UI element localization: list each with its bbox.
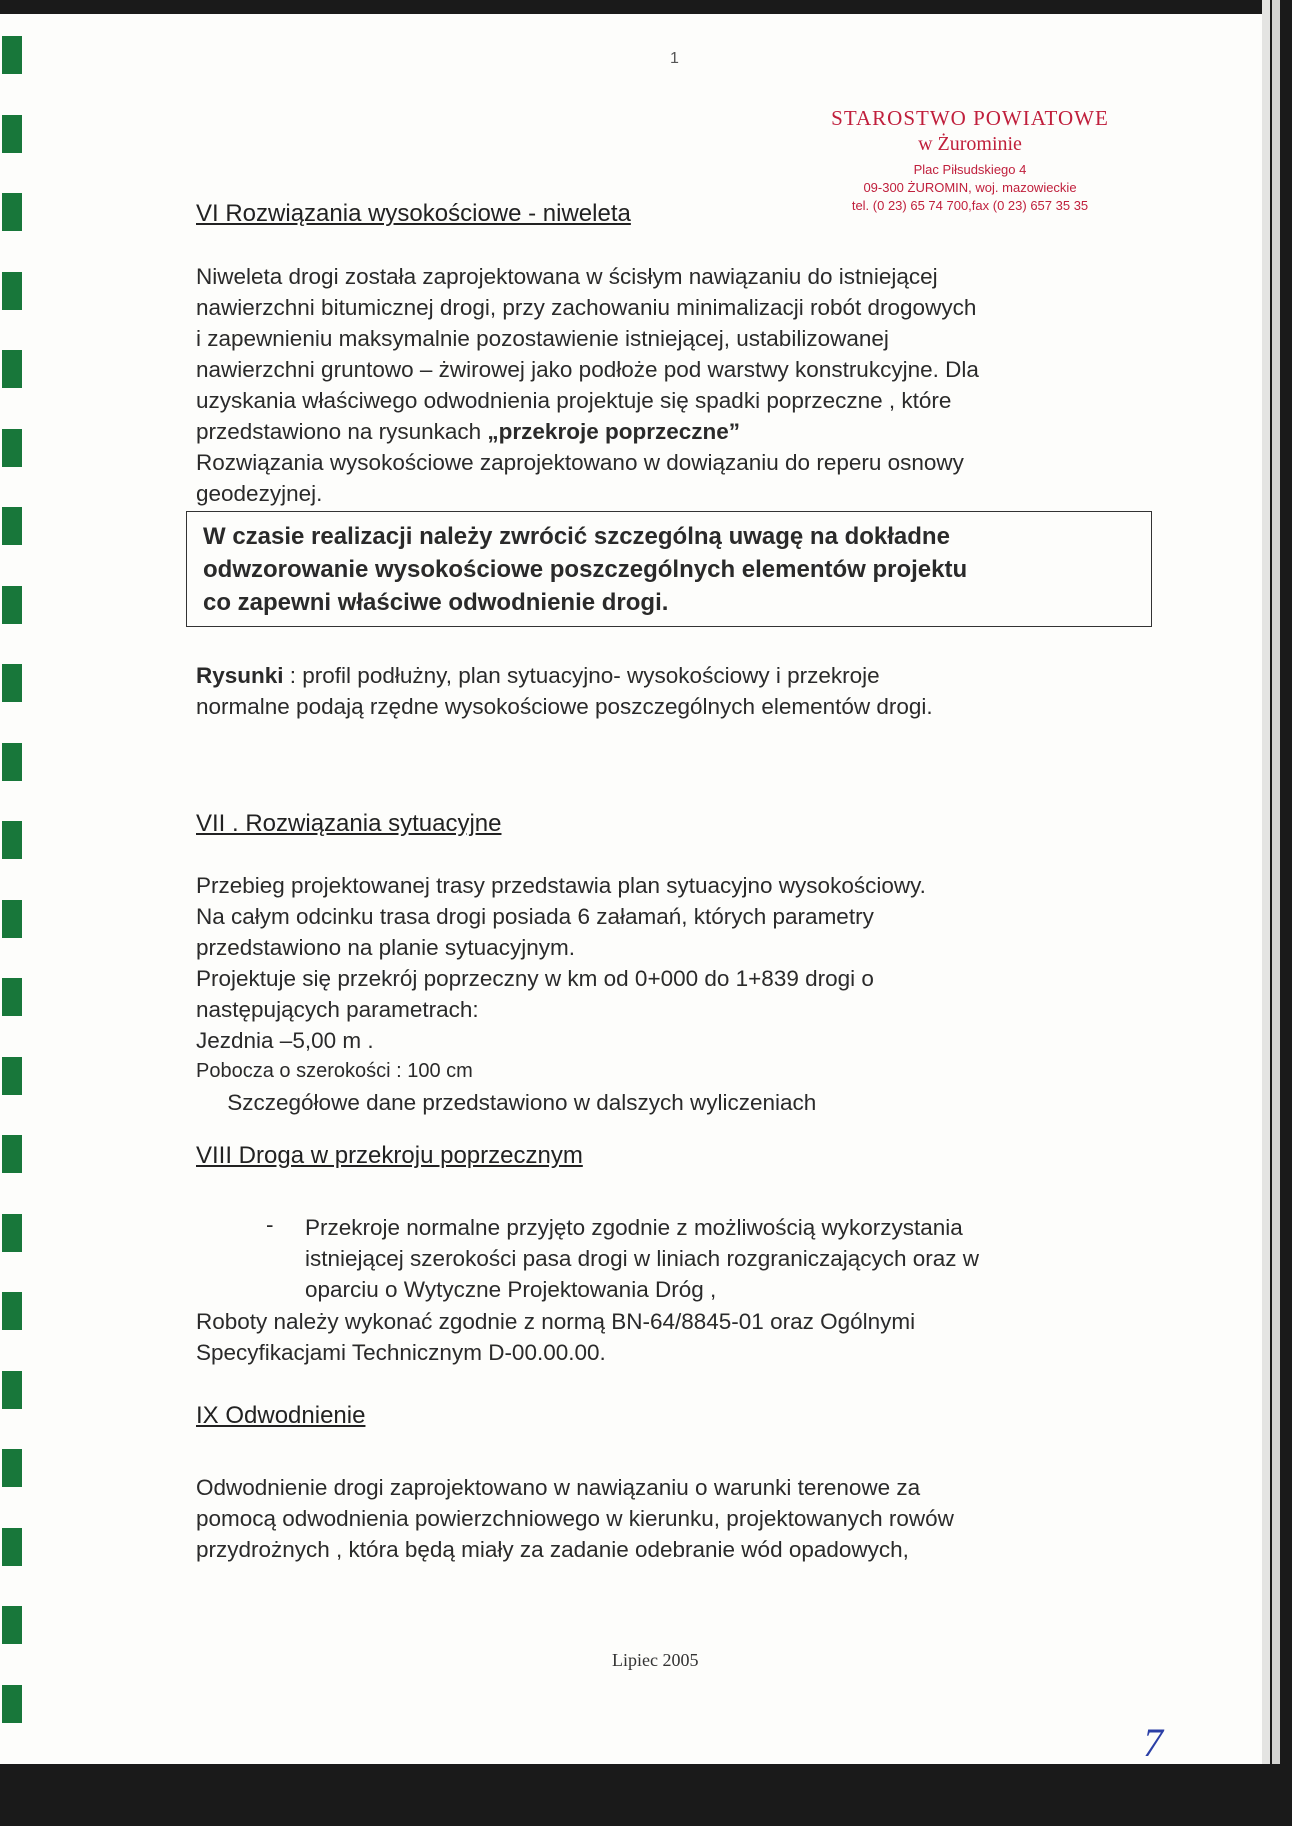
footer-date: Lipiec 2005 [612,1650,699,1670]
stamp-line-5: tel. (0 23) 65 74 700,fax (0 23) 657 35 35 [851,198,1089,213]
binding-mark [2,586,22,624]
binding-mark [2,1135,22,1173]
section-vi-paragraph-1 [196,261,1140,447]
text-line: Jezdnia –5,00 m . [196,1028,374,1053]
stamp-line-4: 09-300 ŻUROMIN, woj. mazowieckie [863,180,1077,195]
warning-box [186,511,1152,627]
text-line [196,416,1140,447]
text-line: następujących parametrach: [196,997,479,1022]
section-viii-bullet-text [305,1212,1140,1305]
binding-mark [2,900,22,938]
binding-mark [2,821,22,859]
page-edge [1262,0,1270,1764]
text-line: istniejącej szerokości pasa drogi w liniach rozgraniczających oraz w [305,1246,980,1271]
binding-mark [2,1371,22,1409]
text-line: pomocą odwodnienia powierzchniowego w kierunku, projektowanych rowów [196,1506,954,1531]
section-vii-paragraph [196,870,1140,1118]
text-line: przedstawiono na planie sytuacyjnym. [196,935,575,960]
page-marker-top: 1 [670,50,679,67]
text-line: nawierzchni gruntowo – żwirowej jako podłoże pod warstwy konstrukcyjne. Dla [196,357,979,382]
text-line: Rozwiązania wysokościowe zaprojektowano w dowiązaniu do reperu osnowy [196,450,964,475]
warning-text [203,520,1143,619]
text-line: nawierzchni bitumicznej drogi, przy zachowaniu minimalizacji robót drogowych [196,295,977,320]
text-line: normalne podają rzędne wysokościowe poszczególnych elementów drogi. [196,694,933,719]
text-line [196,660,1140,691]
section-viii-paragraph [196,1306,1140,1368]
text-run: przedstawiono na rysunkach [196,419,488,444]
binding-mark [2,272,22,310]
text-line: Odwodnienie drogi zaprojektowano w nawiązaniu o warunki terenowe za [196,1475,921,1500]
text-line: oparciu o Wytyczne Projektowania Dróg , [305,1277,717,1302]
binding-mark [2,36,22,74]
binding-mark [2,1057,22,1095]
binding-mark [2,1528,22,1566]
section-vi-heading: VI Rozwiązania wysokościowe - niweleta [196,200,631,227]
binding-mark [2,978,22,1016]
binding-mark [2,193,22,231]
text-line: W czasie realizacji należy zwrócić szczególną uwagę na dokładne [203,523,950,550]
text-line: Szczegółowe dane przedstawiono w dalszych wyliczeniach [196,1090,817,1115]
binding-mark [2,1449,22,1487]
stamp-line-1: STAROSTWO POWIATOWE [831,106,1109,130]
binding-mark [2,1214,22,1252]
binding-mark [2,743,22,781]
text-line: odwzorowanie wysokościowe poszczególnych elementów projektu [203,556,968,583]
text-line: Roboty należy wykonać zgodnie z normą BN-64/8845-01 oraz Ogólnymi [196,1309,916,1334]
text-line: Niweleta drogi została zaprojektowana w ścisłym nawiązaniu do istniejącej [196,264,938,289]
text-line: geodezyjnej. [196,481,323,506]
text-line: Specyfikacjami Technicznym D-00.00.00. [196,1340,606,1365]
binding-mark [2,1685,22,1723]
binding-mark [2,507,22,545]
text-line: Przekroje normalne przyjęto zgodnie z możliwością wykorzystania [305,1215,963,1240]
stamp-line-3: Plac Piłsudskiego 4 [913,162,1027,177]
binding-mark [2,1606,22,1644]
page-edge [1272,0,1280,1764]
text-line: Na całym odcinku trasa drogi posiada 6 załamań, których parametry [196,904,874,929]
drawings-label: Rysunki [196,663,284,688]
binding-strip [0,14,52,1764]
handwritten-page-number: 7 [1143,1720,1163,1765]
stamp-line-2: w Żurominie [918,133,1022,155]
drawings-paragraph [196,660,1140,722]
section-ix-heading: IX Odwodnienie [196,1402,366,1429]
text-run: : profil podłużny, plan sytuacyjno- wysokościowy i przekroje [283,663,880,688]
binding-mark [2,429,22,467]
section-viii-heading: VIII Droga w przekroju poprzecznym [196,1142,583,1169]
text-line: Projektuje się przekrój poprzeczny w km od 0+000 do 1+839 drogi o [196,966,874,991]
document-page [0,14,1262,1764]
text-line: Pobocza o szerokości : 100 cm [196,1060,473,1082]
drawing-reference: „przekroje poprzeczne” [487,419,740,444]
text-line: uzyskania właściwego odwodnienia projektuje się spadki poprzeczne , które [196,388,952,413]
office-stamp [760,106,1180,213]
text-line: przydrożnych , która będą miały za zadanie odebranie wód opadowych, [196,1537,909,1562]
bullet-dash: - [266,1212,274,1237]
binding-mark [2,664,22,702]
binding-mark [2,350,22,388]
section-ix-paragraph [196,1472,1140,1565]
section-vi-paragraph-2 [196,447,1140,509]
text-line: co zapewni właściwe odwodnienie drogi. [203,589,669,616]
section-vii-heading: VII . Rozwiązania sytuacyjne [196,810,502,837]
text-line: i zapewnieniu maksymalnie pozostawienie istniejącej, ustabilizowanej [196,326,889,351]
binding-mark [2,1292,22,1330]
binding-mark [2,115,22,153]
text-line: Przebieg projektowanej trasy przedstawia plan sytuacyjno wysokościowy. [196,873,926,898]
